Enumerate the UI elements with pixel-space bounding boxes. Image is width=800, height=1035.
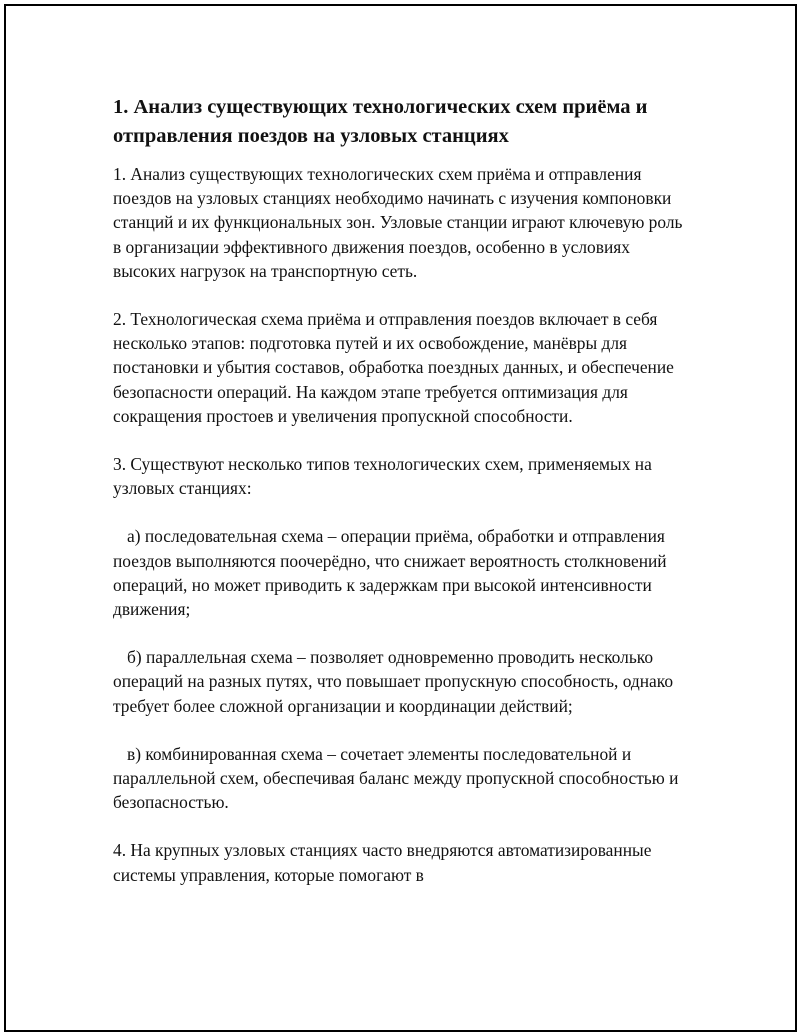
paragraph-4: 4. На крупных узловых станциях часто внедряются автоматизированные системы управления, которые помогают в <box>113 840 652 885</box>
document-body <box>113 93 693 911</box>
paragraph-3: 3. Существуют несколько типов технологических схем, применяемых на узловых станциях: <box>113 454 652 499</box>
paragraph-3a: а) последовательная схема – операции приёма, обработки и отправления поездов выполняются поочерёдно, что снижает вероятность столкновений операций, но может приводить к задержкам при высокой интенсивности движения; <box>113 526 667 620</box>
paragraph-2: 2. Технологическая схема приёма и отправления поездов включает в себя несколько этапов: подготовка путей и их освобождение, манёвры для постановки и убытия составов, обработка поездных данных, и обеспечение безопасности операций. На каждом этапе требуется оптимизация для сокращения простоев и увеличения пропускной способности. <box>113 309 674 426</box>
paragraph-3b: б) параллельная схема – позволяет одновременно проводить несколько операций на разных путях, что повышает пропускную способность, однако требует более сложной организации и координации действий; <box>113 647 674 716</box>
document-title: 1. Анализ существующих технологических схем приёма и отправления поездов на узловых станциях <box>113 96 648 147</box>
paragraph-1: 1. Анализ существующих технологических схем приёма и отправления поездов на узловых станциях необходимо начинать с изучения компоновки станций и их функциональных зон. Узловые станции играют ключевую роль в организации эффективного движения поездов, особенно в условиях высоких нагрузок на транспортную сеть. <box>113 164 683 281</box>
paragraph-3c: в) комбинированная схема – сочетает элементы последовательной и параллельной схем, обеспечивая баланс между пропускной способностью и безопасностью. <box>113 743 679 813</box>
